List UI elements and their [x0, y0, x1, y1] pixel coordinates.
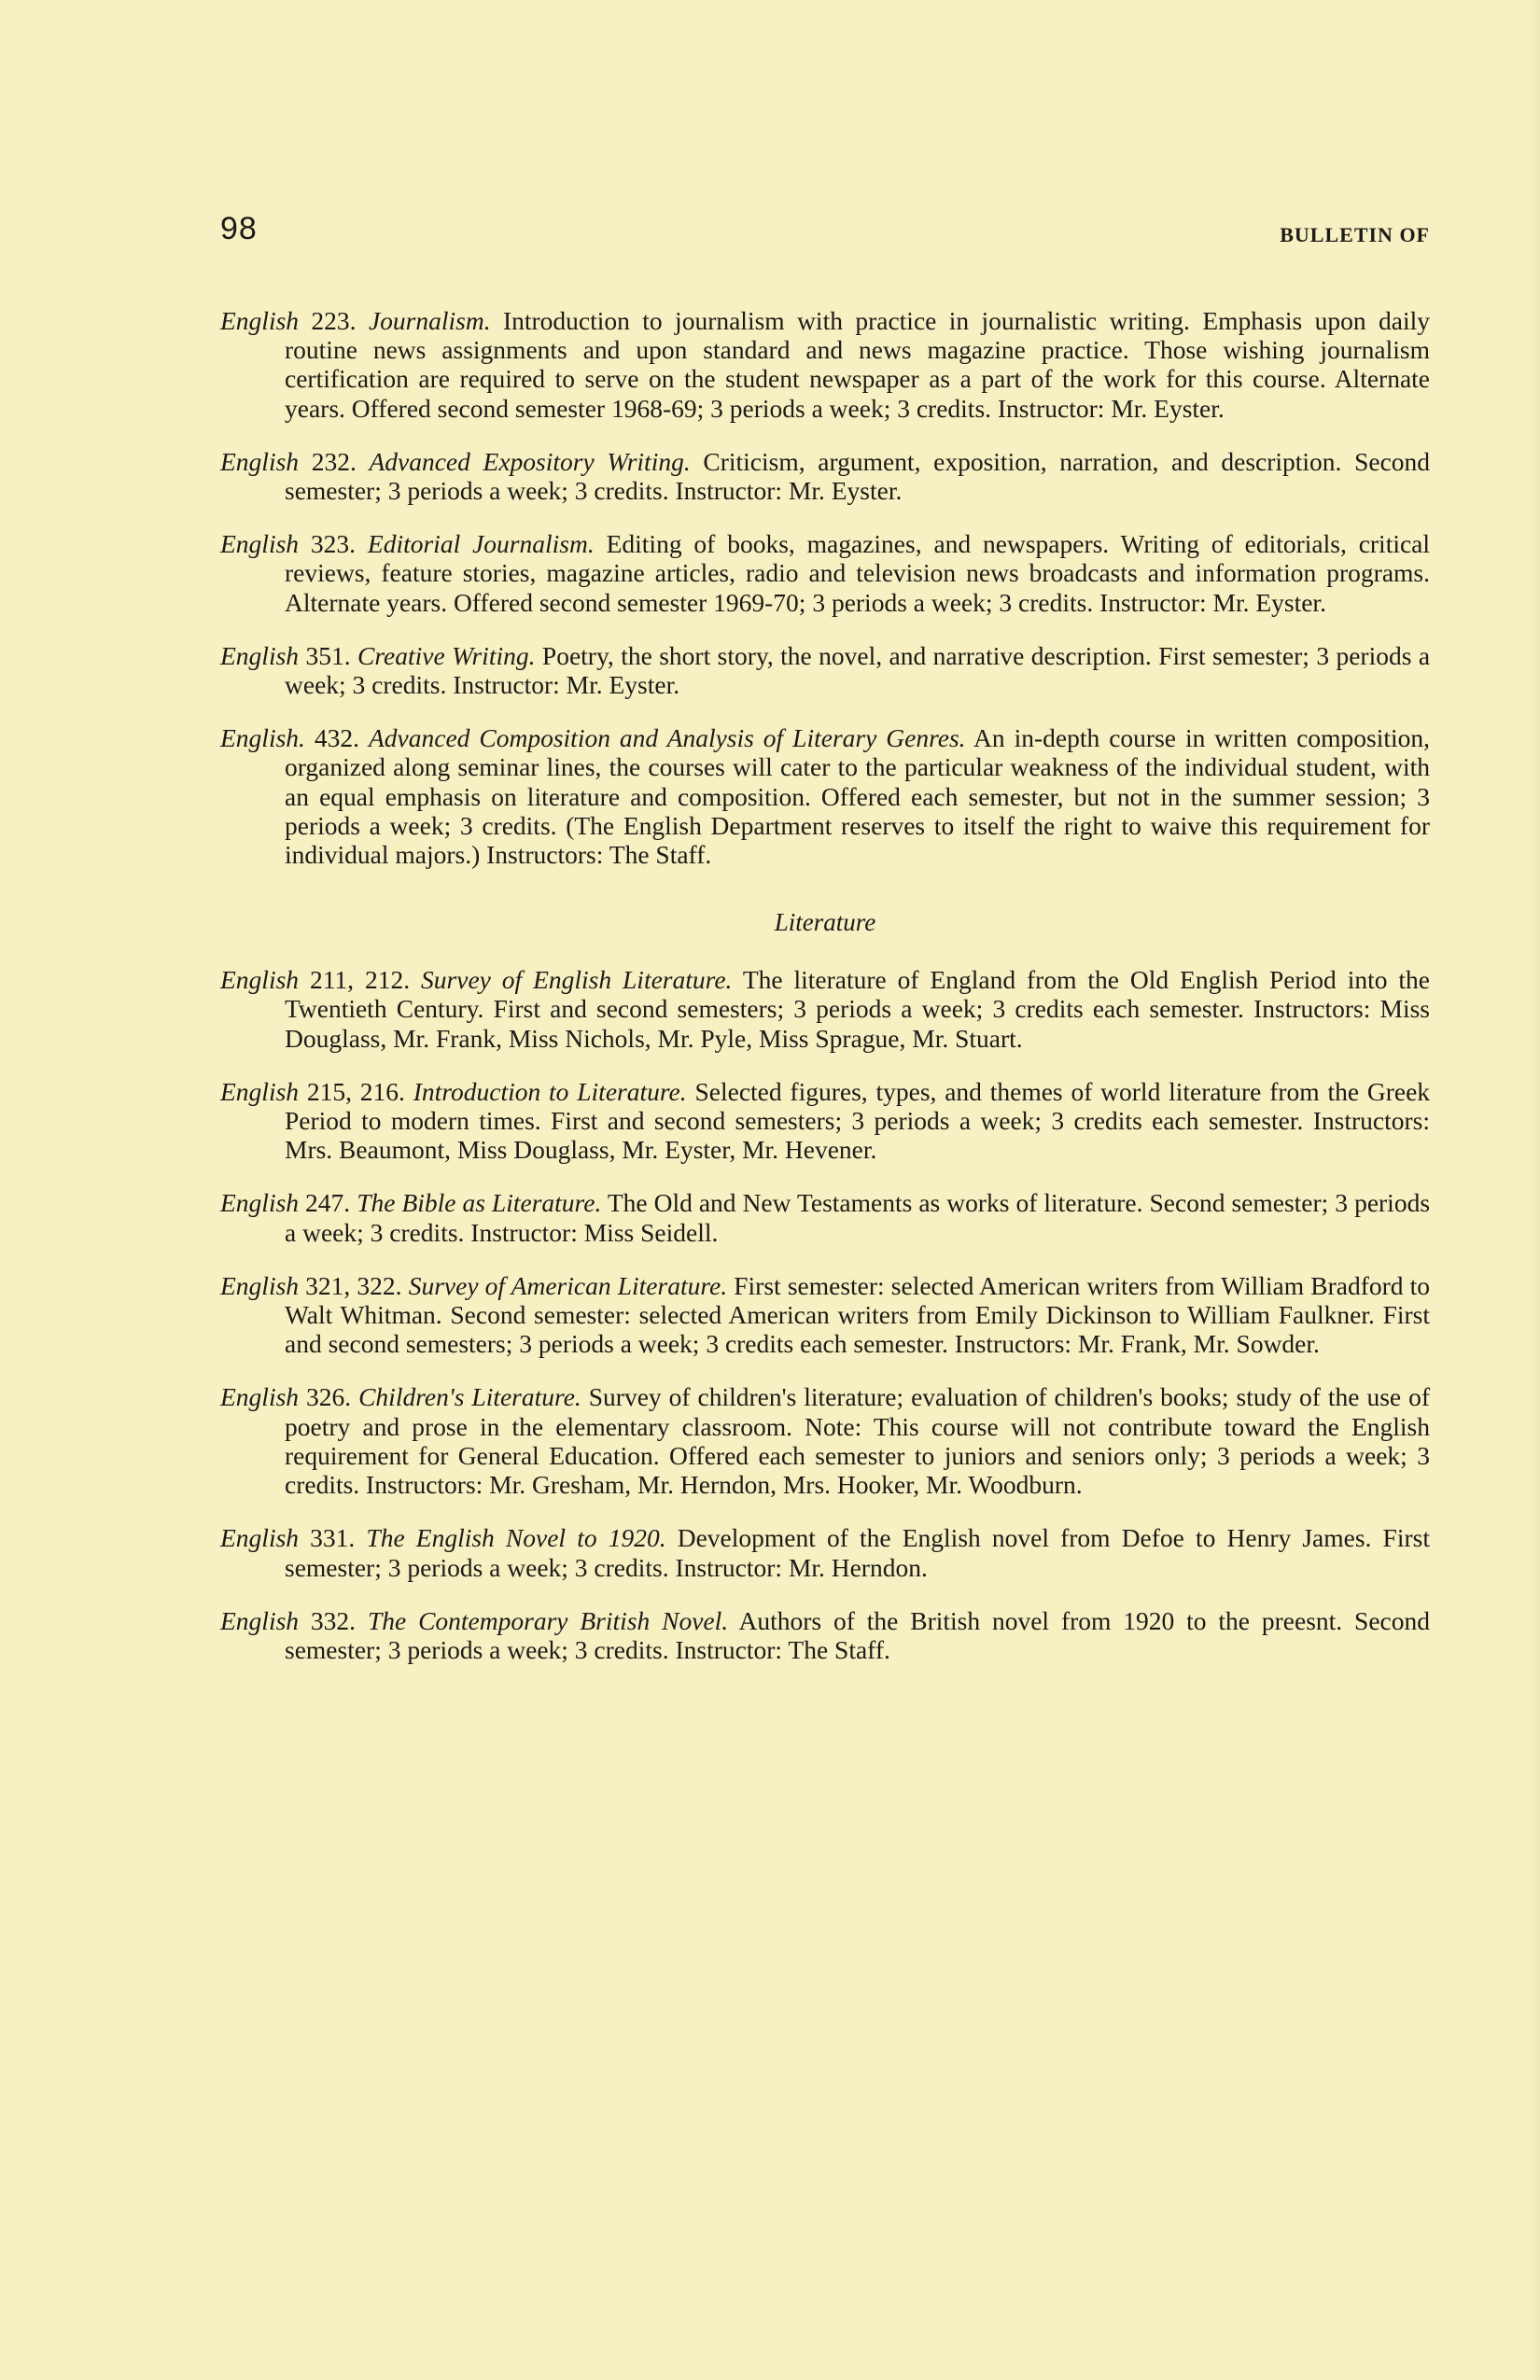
course-department: English	[220, 1382, 300, 1412]
course-entry	[220, 1188, 1430, 1246]
course-description: Selected figures, types, and themes of world literature from the Greek Period to modern times. First and second semesters; 3 periods a week; 3 credits each semester. Instructors: Mrs. Beaumont, Miss Douglass, Mr. Eyster, Mr. Hevener.	[285, 1076, 1431, 1165]
course-title: The Contemporary British Novel.	[367, 1605, 729, 1635]
course-title: Survey of American Literature.	[408, 1270, 728, 1300]
course-description: Poetry, the short story, the novel, and narrative description. First semester; 3 periods a week; 3 credits. Instructor: Mr. Eyster.	[285, 640, 1431, 700]
course-department: English.	[220, 723, 305, 753]
course-entry	[220, 723, 1430, 869]
course-department: English	[220, 1188, 300, 1218]
course-number: 331.	[310, 1523, 356, 1553]
course-listing	[220, 306, 1430, 1688]
course-number: 321, 322.	[305, 1270, 402, 1300]
course-description: Editing of books, magazines, and newspapers. Writing of editorials, critical reviews, feature stories, magazine articles, radio and television news broadcasts and information programs. Alternate years. Offered second semester 1969-70; 3 periods a week; 3 credits. Instructor: Mr. Eyster.	[285, 529, 1431, 617]
course-description: The Old and New Testaments as works of literature. Second semester; 3 periods a week; 3 credits. Instructor: Miss Seidell.	[285, 1188, 1431, 1247]
course-title: The Bible as Literature.	[357, 1188, 602, 1218]
course-title: Survey of English Literature.	[421, 965, 733, 995]
course-number: 215, 216.	[306, 1076, 405, 1106]
course-title: Advanced Expository Writing.	[369, 446, 691, 476]
course-department: English	[220, 965, 300, 995]
page-header	[220, 211, 1430, 258]
course-department: English	[220, 446, 300, 476]
course-title: Introduction to Literature.	[413, 1076, 687, 1106]
course-department: English	[220, 640, 300, 670]
course-entry	[220, 1382, 1430, 1499]
course-entry	[220, 1271, 1430, 1359]
course-description: The literature of England from the Old English Period into the Twentieth Century. First and second semesters; 3 periods a week; 3 credits each semester. Instructors: Miss Douglass, Mr. Frank, Miss Nichols, Mr. Pyle, Miss Sprague, Mr. Stuart.	[285, 965, 1431, 1053]
course-department: English	[220, 1523, 300, 1553]
course-number: 247.	[305, 1188, 351, 1218]
course-entry	[220, 529, 1430, 617]
page-number: 98	[220, 211, 258, 246]
course-number: 211, 212.	[309, 965, 411, 995]
course-entry	[220, 1523, 1430, 1581]
course-title: Creative Writing.	[357, 640, 536, 670]
course-number: 232.	[311, 446, 357, 476]
course-description: Development of the English novel from Defoe to Henry James. First semester; 3 periods a week; 3 credits. Instructor: Mr. Herndon.	[285, 1523, 1430, 1582]
course-number: 351.	[305, 640, 351, 670]
course-description: Authors of the British novel from 1920 to the preesnt. Second semester; 3 periods a week; 3 credits. Instructor: The Staff.	[285, 1605, 1431, 1664]
course-number: 332.	[310, 1605, 357, 1635]
course-description: Introduction to journalism with practice in journalistic writing. Emphasis upon daily routine news assignments and upon standard and news magazine practice. Those wishing journalism certification are required to serve on the student newspaper as a part of the work for this course. Alternate years. Offered second semester 1968-69; 3 periods a week; 3 credits. Instructor: Mr. Eyster.	[285, 306, 1431, 423]
course-number: 323.	[310, 529, 357, 559]
course-department: English	[220, 306, 300, 335]
course-title: Advanced Composition and Analysis of Literary Genres.	[369, 723, 966, 753]
course-department: English	[220, 529, 300, 559]
course-title: Editorial Journalism.	[367, 529, 595, 559]
course-description: First semester: selected American writers from William Bradford to Walt Whitman. Second semester: selected American writers from Emily Dickinson to William Faulkner. First and second semesters; 3 periods a week; 3 credits each semester. Instructors: Mr. Frank, Mr. Sowder.	[285, 1270, 1431, 1359]
course-description: An in-depth course in written composition, organized along seminar lines, the courses will cater to the particular weakness of the individual student, with an equal emphasis on literature and composition. Offered each semester, but not in the summer session; 3 periods a week; 3 credits. (The English Department reserves to itself the right to waive this requirement for individual majors.) Instructors: The Staff.	[285, 723, 1431, 870]
course-title: Children's Literature.	[358, 1382, 581, 1412]
course-entry	[220, 306, 1430, 423]
course-entry	[220, 1077, 1430, 1165]
course-entry	[220, 641, 1430, 699]
course-entry	[220, 1606, 1430, 1664]
course-department: English	[220, 1605, 300, 1635]
course-entry	[220, 447, 1430, 505]
course-title: The English Novel to 1920.	[366, 1523, 666, 1553]
course-department: English	[220, 1270, 300, 1300]
running-head: BULLETIN OF	[1280, 223, 1430, 246]
course-entry	[220, 965, 1430, 1053]
course-description: Criticism, argument, exposition, narration, and description. Second semester; 3 periods a week; 3 credits. Instructor: Mr. Eyster.	[285, 446, 1431, 506]
page-edge	[1527, 0, 1540, 2380]
course-title: Journalism.	[368, 306, 491, 335]
course-number: 326.	[306, 1382, 352, 1412]
course-description: Survey of children's literature; evaluation of children's books; study of the use of poetry and prose in the elementary classroom. Note: This course will not contribute toward the English requirement for General Education. Offered each semester to juniors and seniors only; 3 periods a week; 3 credits. Instructors: Mr. Gresham, Mr. Herndon, Mrs. Hooker, Mr. Woodburn.	[285, 1382, 1431, 1500]
course-department: English	[220, 1076, 300, 1106]
section-heading-literature: Literature	[774, 908, 876, 937]
course-number: 432.	[314, 723, 360, 753]
course-number: 223.	[311, 306, 357, 335]
